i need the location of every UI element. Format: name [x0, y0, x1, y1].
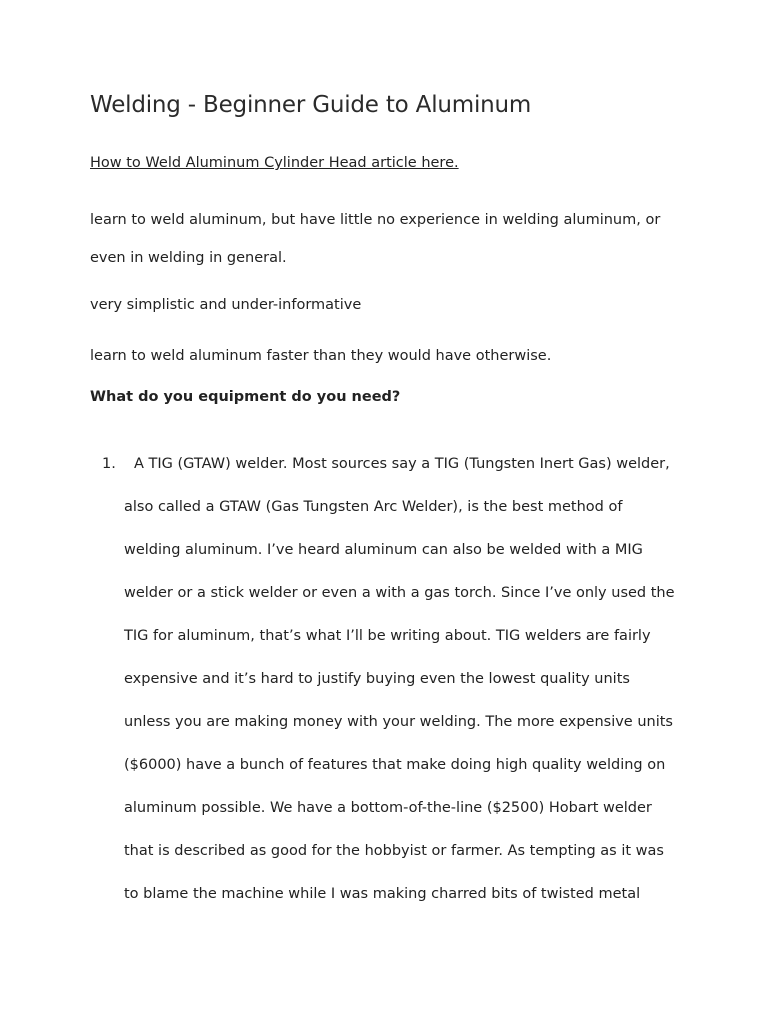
list-item-line: aluminum possible. We have a bottom-of-the-line ($2500) Hobart welder	[124, 800, 652, 816]
intro-paragraph: learn to weld aluminum, but have little no experience in welding aluminum, or even in welding in general.	[90, 212, 661, 266]
list-item-text	[124, 443, 690, 916]
list-item-line: A TIG (GTAW) welder. Most sources say a TIG (Tungsten Inert Gas) welder,	[134, 456, 670, 472]
list-item-line: that is described as good for the hobbyist or farmer. As tempting as it was	[124, 843, 664, 859]
equipment-heading: What do you equipment do you need?	[90, 389, 401, 405]
list-item-line: unless you are making money with your welding. The more expensive units	[124, 714, 673, 730]
list-item	[90, 443, 690, 916]
description-paragraph: very simplistic and under-informative	[90, 297, 362, 313]
list-item-number: 1.	[102, 456, 116, 472]
list-item-line: welding aluminum. I’ve heard aluminum can also be welded with a MIG	[124, 542, 643, 558]
purpose-paragraph: learn to weld aluminum faster than they would have otherwise.	[90, 348, 552, 364]
cylinder-head-article-link[interactable]: How to Weld Aluminum Cylinder Head article here.	[90, 155, 459, 171]
list-item-line: welder or a stick welder or even a with a gas torch. Since I’ve only used the	[124, 585, 675, 601]
list-item-line: TIG for aluminum, that’s what I’ll be writing about. TIG welders are fairly	[124, 628, 651, 644]
list-item-line: expensive and it’s hard to justify buying even the lowest quality units	[124, 671, 630, 687]
list-item-line: ($6000) have a bunch of features that make doing high quality welding on	[124, 757, 666, 773]
list-item-line: also called a GTAW (Gas Tungsten Arc Welder), is the best method of	[124, 499, 623, 515]
document-title: Welding - Beginner Guide to Aluminum	[90, 92, 532, 118]
list-item-line: to blame the machine while I was making charred bits of twisted metal	[124, 886, 641, 902]
equipment-list	[90, 443, 690, 916]
